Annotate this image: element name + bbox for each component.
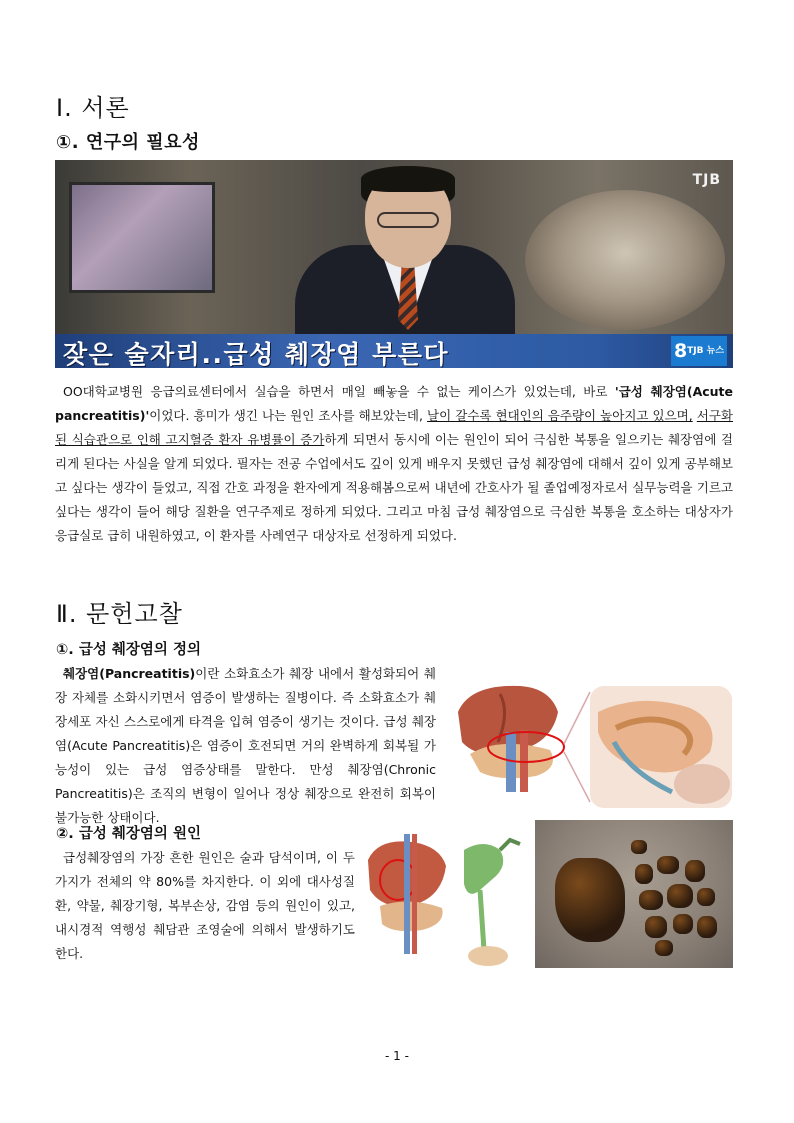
- anchor-glasses: [377, 212, 439, 228]
- definition-text: 이란 소화효소가 췌장 내에서 활성화되어 췌장 자체를 소화시키면서 염증이 발생하는 질병이다. 즉 소화효소가 췌장세포 자신 스스로에게 타격을 입혀 염증이 생기는 것이다. 급성 췌장염(Acute Pancreatitis)은 염증이 호전되면 거의 완벽하게 회복될 가능성이 있는 급성 염증상태를 말한다. 만성 췌장염(Chronic Pancreatitis)은 조직의 변형이 일어나 정상 췌장으로 완전히 회복이 불가능한 상태이다.: [55, 666, 436, 825]
- page-number: - 1 -: [385, 1049, 409, 1063]
- broadcaster-logo: TJB: [692, 172, 721, 188]
- section-2-sub2-heading: ②. 급성 췌장염의 원인: [56, 826, 201, 842]
- section-1-subheading: ①. 연구의 필요성: [56, 132, 200, 153]
- para-underline-1: 날이 갈수록 현대인의 음주량이 높아지고 있으며,: [427, 408, 693, 423]
- definition-paragraph: [55, 662, 436, 830]
- pancreas-anatomy-image: [440, 672, 732, 808]
- background-monitor: [69, 182, 215, 293]
- section-2-heading: Ⅱ. 문헌고찰: [56, 600, 183, 628]
- channel-number: 8: [673, 340, 688, 362]
- section-1-heading: Ⅰ. 서론: [56, 94, 130, 122]
- para-term-acute-pancreatitis: '급성 췌장염(Acute pancreatitis)': [55, 384, 734, 423]
- news-caption-bar: [55, 334, 733, 368]
- channel-name: TJB 뉴스: [687, 346, 725, 356]
- term-pancreatitis: 췌장염(Pancreatitis): [63, 666, 196, 681]
- gallstones-photo: [535, 820, 733, 968]
- news-broadcast-image: [55, 160, 733, 368]
- biliary-anatomy-image: [360, 820, 532, 970]
- para-text-3: 하게 되면서 동시에 이는 원인이 되어 극심한 복통을 일으키는 췌장염에 걸리게 된다는 사실을 알게 되었다. 필자는 전공 수업에서도 깊이 있게 배우지 못했던 급성 췌장염에 대해서 깊이 있게 공부해보고 싶다는 생각이 들었고, 직접 간호 과정을 환자에게 적용해봄으로써 내년에 간호사가 될 졸업예정자로서 실무능력을 기르고 싶다는 생각이 들어 해당 질환을 연구주제로 정하게 되었다. 그리고 마침 급성 췌장염으로 극심한 복통을 호소하는 대상자가 응급실로 급히 내원하였고, 이 환자를 사례연구 대상자로 선정하게 되었다.: [55, 432, 733, 543]
- channel-badge: [671, 336, 727, 366]
- cause-text: 급성췌장염의 가장 흔한 원인은 술과 담석이며, 이 두 가지가 전체의 약 80%를 차지한다. 이 외에 대사성질환, 약물, 췌장기형, 복부손상, 감염 등의 원인이 있고, 내시경적 역행성 췌담관 조영술에 의해서 발생하기도 한다.: [55, 850, 355, 961]
- anchor-hair-top: [361, 166, 455, 192]
- news-caption-text: 잦은 술자리..급성 췌장염 부른다: [63, 340, 450, 368]
- cause-paragraph: [55, 846, 355, 966]
- para-text-2: 이었다. 흥미가 생긴 나는 원인 조사를 해보았는데,: [149, 408, 428, 423]
- para-text-1: OO대학교병원 응급의료센터에서 실습을 하면서 매일 빼놓을 수 없는 케이스가 있었는데, 바로: [63, 384, 615, 399]
- section-2-sub1-heading: ①. 급성 췌장염의 정의: [56, 642, 201, 658]
- background-bowl: [525, 190, 725, 330]
- para-underline-2: 서구화된 식습관으로 인해 고지혈증 환자 유병률이 증가: [55, 408, 733, 447]
- section-1-paragraph: [55, 380, 733, 548]
